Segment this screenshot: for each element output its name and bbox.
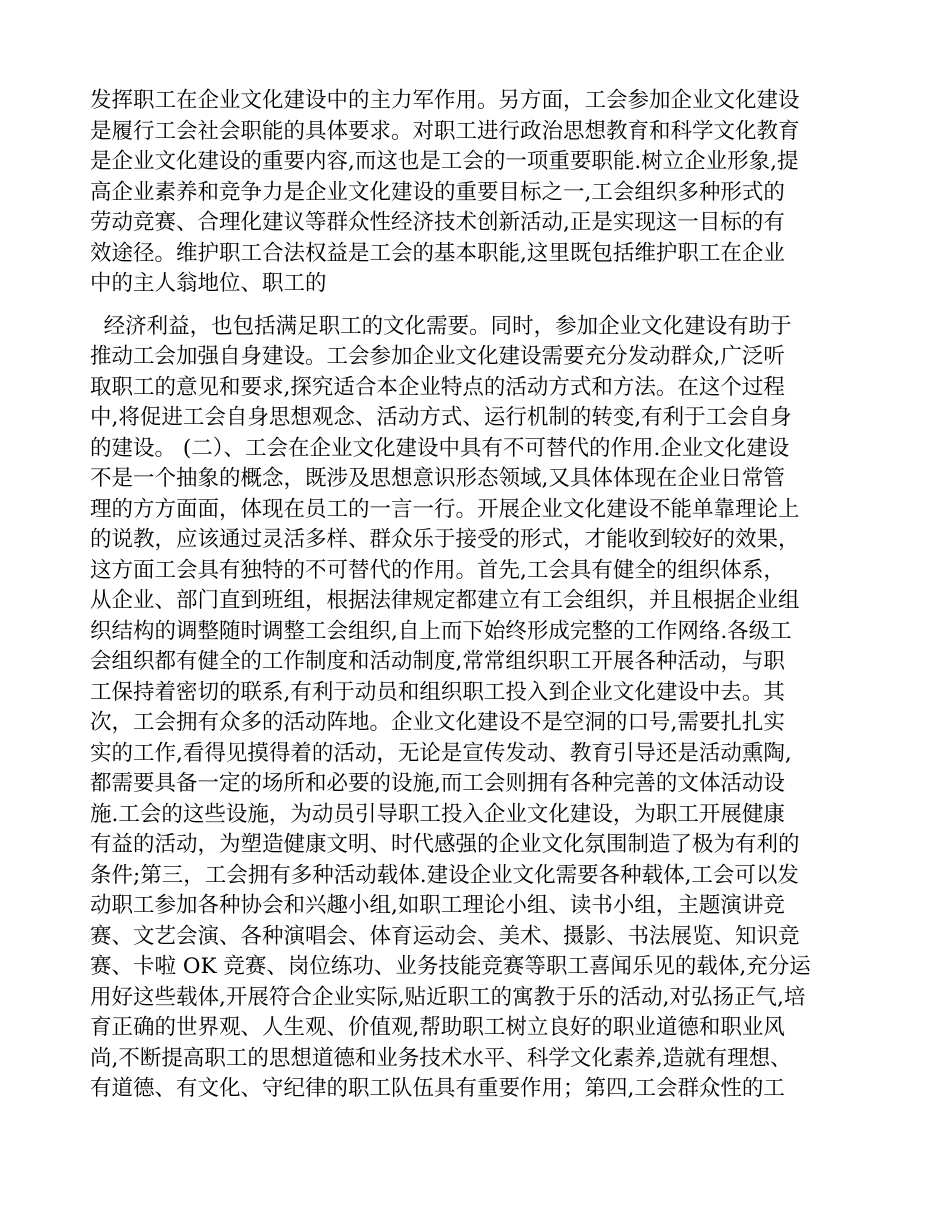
text-line: 用好这些载体,开展符合企业实际,贴近职工的寓教于乐的活动,对弘扬正气,培: [90, 984, 806, 1010]
text-line: 经济利益，也包括满足职工的文化需要。同时，参加企业文化建设有助于: [90, 313, 792, 339]
text-line: 劳动竞赛、合理化建议等群众性经济技术创新活动,正是实现这一目标的有: [90, 210, 785, 235]
text-line: 的建设。 (二）、工会在企业文化建设中具有不可替代的作用.企业文化建设: [90, 435, 790, 461]
text-line: 高企业素养和竞争力是企业文化建设的重要目标之一,工会组织多种形式的: [90, 179, 785, 205]
text-line: 效途径。维护职工合法权益是工会的基本职能,这里既包括维护职工在企业: [90, 240, 785, 266]
text-line: 是企业文化建设的重要内容,而这也是工会的一项重要职能.树立企业形象,提: [90, 149, 799, 174]
text-line: 赛、文艺会演、各种演唱会、体育运动会、美术、摄影、书法展览、知识竞: [90, 923, 800, 949]
text-line: 育正确的世界观、人生观、价值观,帮助职工树立良好的职业道德和职业风: [90, 1015, 785, 1040]
text-line: 中的主人翁地位、职工的: [90, 271, 327, 296]
text-line: 施.工会的这些设施，为动员引导职工投入企业文化建设，为职工开展健康: [90, 801, 785, 827]
text-line: 是履行工会社会职能的具体要求。对职工进行政治思想教育和科学文化教育: [90, 118, 800, 144]
paragraph-1: [90, 86, 870, 300]
text-line: 动职工参加各种协会和兴趣小组,如职工理论小组、读书小组，主题演讲竞: [90, 893, 785, 918]
text-line: 赛、卡啦 OK 竞赛、岗位练功、业务技能竞赛等职工喜闻乐见的载体,充分运: [90, 954, 811, 979]
text-line: 的说教，应该通过灵活多样、群众乐于接受的形式，才能收到较好的效果，: [90, 527, 800, 552]
text-line: 中,将促进工会自身思想观念、活动方式、运行机制的转变,有利于工会自身: [90, 405, 792, 430]
document-page: [90, 86, 870, 1105]
text-line: 会组织都有健全的工作制度和活动制度,常常组织职工开展各种活动，与职: [90, 649, 785, 674]
paragraph-spacer: [90, 300, 870, 312]
text-line: 尚,不断提高职工的思想道德和业务技术水平、科学文化素养,造就有理想、: [90, 1045, 792, 1071]
text-line: 工保持着密切的联系,有利于动员和组织职工投入到企业文化建设中去。其: [90, 679, 785, 705]
text-line: 有益的活动，为塑造健康文明、时代感强的企业文化氛围制造了极为有利的: [90, 832, 800, 857]
text-line: 都需要具备一定的场所和必要的设施,而工会则拥有各种完善的文体活动设: [90, 771, 785, 796]
paragraph-2: [90, 312, 870, 1105]
text-line: 次，工会拥有众多的活动阵地。企业文化建设不是空洞的口号,需要扎扎实: [90, 710, 785, 735]
text-line: 不是一个抽象的概念，既涉及思想意识形态领域,又具体体现在企业日常管: [90, 466, 785, 491]
text-line: 推动工会加强自身建设。工会参加企业文化建设需要充分发动群众,广泛听: [90, 344, 785, 369]
text-line: 发挥职工在企业文化建设中的主力军作用。另方面，工会参加企业文化建设: [90, 88, 800, 113]
text-line: 理的方方面面，体现在员工的一言一行。开展企业文化建设不能单靠理论上: [90, 496, 800, 522]
text-line: 实的工作,看得见摸得着的活动，无论是宣传发动、教育引导还是活动熏陶,: [90, 740, 792, 766]
text-line: 取职工的意见和要求,探究适合本企业特点的活动方式和方法。在这个过程: [90, 374, 785, 400]
text-line: 条件;第三，工会拥有多种活动载体.建设企业文化需要各种载体,工会可以发: [90, 862, 799, 888]
text-line: 从企业、部门直到班组，根据法律规定都建立有工会组织，并且根据企业组: [90, 588, 800, 613]
text-line: 有道德、有文化、守纪律的职工队伍具有重要作用；第四,工会群众性的工: [90, 1076, 785, 1101]
text-line: 织结构的调整随时调整工会组织,自上而下始终形成完整的工作网络.各级工: [90, 618, 792, 644]
text-line: 这方面工会具有独特的不可替代的作用。首先,工会具有健全的组织体系，: [90, 557, 785, 583]
